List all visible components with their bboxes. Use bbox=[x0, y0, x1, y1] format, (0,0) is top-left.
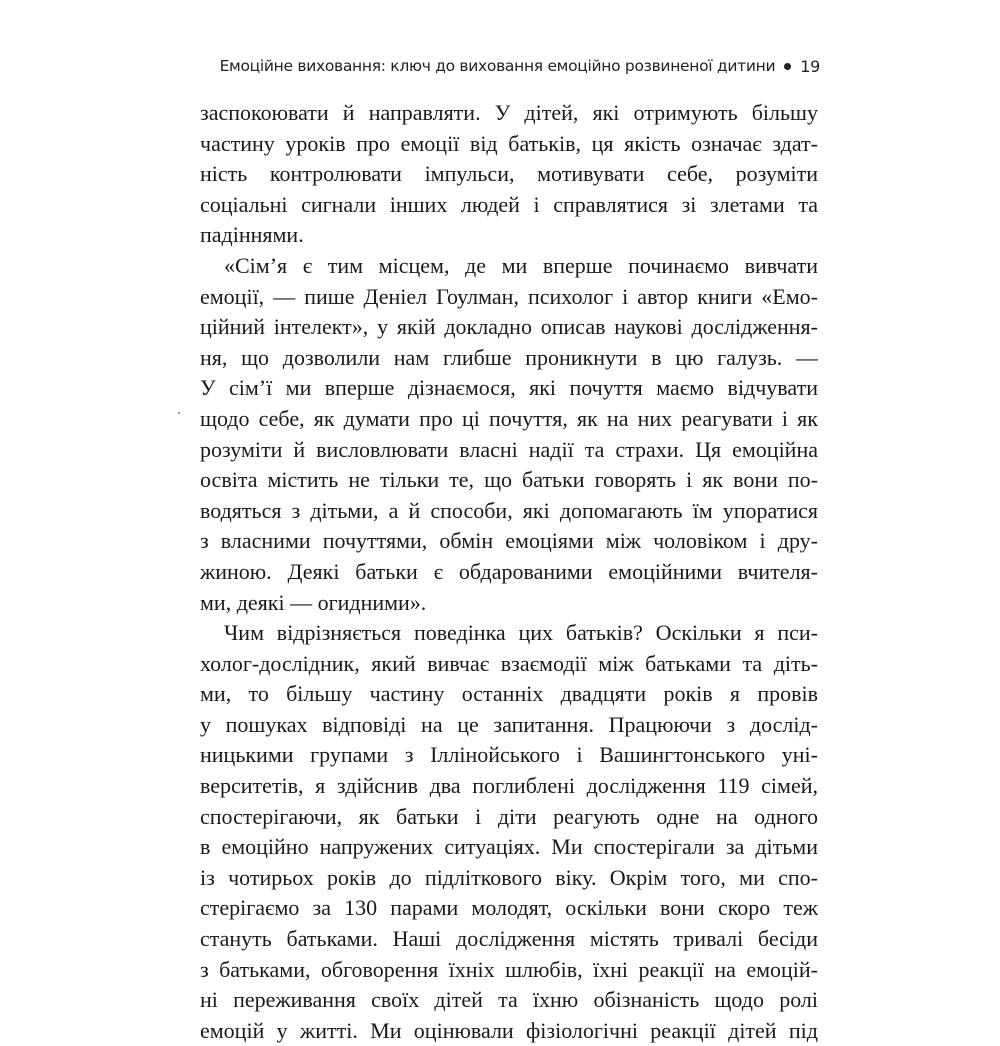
text-line: в емоційно напружених ситуаціях. Ми спостерігали за дітьми bbox=[200, 834, 818, 860]
text-line: спостерігаючи, як батьки і діти реагують одне на одного bbox=[200, 803, 818, 829]
text-line: ми, то більшу частину останніх двадцяти років я провів bbox=[200, 681, 818, 707]
text-line: ність контролювати імпульси, мотивувати себе, розуміти bbox=[200, 161, 818, 187]
text-line: щодо себе, як думати про ці почуття, як на них реагувати і як bbox=[200, 405, 818, 431]
text-line: ня, що дозволили нам глибше проникнути в цю галузь. — bbox=[200, 344, 818, 370]
body-text bbox=[200, 98, 818, 1046]
text-line: У сім’ї ми вперше дізнаємося, які почуття маємо відчувати bbox=[200, 375, 818, 401]
paragraph-1 bbox=[200, 98, 818, 251]
text-line: розуміти й висловлювати власні надії та страхи. Ця емоційна bbox=[200, 436, 818, 462]
text-line: у пошуках відповіді на це запитання. Працюючи з дослід- bbox=[200, 711, 818, 737]
text-line: частину уроків про емоції від батьків, ця якість означає здат- bbox=[200, 130, 818, 156]
text-line: з власними почуттями, обмін емоціями між чоловіком і дру- bbox=[200, 528, 818, 554]
text-line: водяться з дітьми, а й способи, які допомагають їм упоратися bbox=[200, 497, 818, 523]
text-line: ми, деякі — огидними». bbox=[200, 589, 427, 615]
text-line: холог-дослідник, який вивчає взаємодії між батьками та діть- bbox=[200, 650, 818, 676]
running-title: Емоційне виховання: ключ до виховання емоційно розвиненої дитини bbox=[219, 57, 776, 75]
bullet-separator-icon bbox=[784, 63, 791, 70]
text-line: ційний інтелект», у якій докладно описав наукові дослідження- bbox=[200, 314, 818, 340]
text-line: верситетів, я здійснив два поглиблені дослідження 119 сімей, bbox=[200, 773, 818, 799]
text-line: Чим відрізняється поведінка цих батьків? Оскільки я пси- bbox=[224, 620, 818, 646]
page-number: 19 bbox=[800, 56, 820, 76]
text-line: освіта містить не тільки те, що батьки говорять і як вони по- bbox=[200, 467, 818, 493]
text-line: заспокоювати й направляти. У дітей, які отримують більшу bbox=[200, 100, 818, 125]
paragraph-3 bbox=[200, 618, 818, 1046]
text-line: ні переживання своїх дітей та їхню обізнаність щодо ролі bbox=[200, 987, 818, 1013]
text-line: з батьками, обговорення їхніх шлюбів, їхні реакції на емоцій- bbox=[200, 956, 818, 982]
text-line: емоції, — пише Деніел Гоулман, психолог і автор книги «Емо- bbox=[200, 283, 818, 309]
text-line: соціальні сигнали інших людей і справлятися зі злетами та bbox=[200, 191, 818, 217]
text-line: ницькими групами з Іллінойського і Вашингтонського уні- bbox=[200, 742, 818, 768]
text-line: емоцій у житті. Ми оцінювали фізіологічні реакції дітей під bbox=[200, 1017, 818, 1043]
text-line: стерігаємо за 130 парами молодят, оскільки вони скоро теж bbox=[200, 895, 818, 921]
print-speck bbox=[178, 412, 180, 414]
text-line: падіннями. bbox=[200, 222, 304, 248]
paragraph-2 bbox=[200, 251, 818, 618]
text-line: жиною. Деякі батьки є обдарованими емоційними вчителя- bbox=[200, 558, 818, 584]
text-line: «Сім’я є тим місцем, де ми вперше починаємо вивчати bbox=[224, 252, 818, 278]
text-line: стануть батьками. Наші дослідження містять тривалі бесіди bbox=[200, 926, 818, 952]
text-line: із чотирьох років до підліткового віку. Окрім того, ми спо- bbox=[200, 864, 818, 890]
running-header bbox=[212, 52, 820, 80]
